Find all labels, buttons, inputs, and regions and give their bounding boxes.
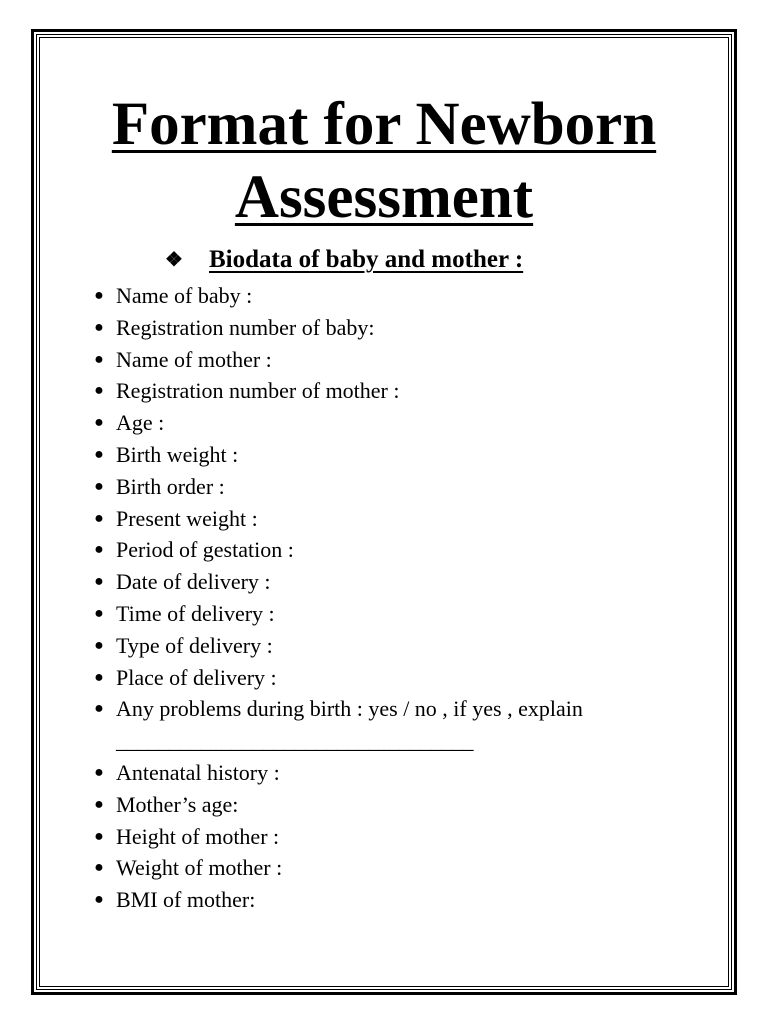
field-label: Any problems during birth : yes / no , if yes , explain — [116, 696, 583, 722]
field-label: Birth order : — [116, 473, 225, 499]
field-age — [92, 407, 722, 439]
bullet-icon: ● — [94, 763, 104, 781]
field-place-of-delivery — [92, 662, 722, 694]
bullet-icon: ● — [94, 859, 104, 877]
bullet-icon: ● — [94, 509, 104, 527]
four-diamond-bullet-icon: ❖ — [165, 249, 183, 271]
field-name-of-mother — [92, 344, 722, 376]
document-title-line-2: Assessment — [234, 164, 534, 231]
field-label: Height of mother : — [116, 823, 280, 849]
bullet-icon: ● — [94, 477, 104, 495]
field-label: Name of mother : — [116, 346, 272, 372]
field-bmi-of-mother — [92, 884, 722, 916]
bullet-icon: ● — [94, 573, 104, 591]
field-label: Place of delivery : — [116, 664, 277, 690]
bullet-icon: ● — [94, 382, 104, 400]
bullet-icon: ● — [94, 700, 104, 718]
field-label: Antenatal history : — [116, 759, 280, 785]
bullet-icon: ● — [94, 604, 104, 622]
field-label: Mother’s age: — [116, 791, 239, 817]
field-label: Period of gestation : — [116, 537, 294, 563]
bullet-icon: ● — [94, 891, 104, 909]
field-name-of-baby — [92, 280, 722, 312]
field-antenatal-history — [92, 757, 722, 789]
bullet-icon: ● — [94, 445, 104, 463]
bullet-icon: ● — [94, 795, 104, 813]
bullet-icon: ● — [94, 636, 104, 654]
field-mothers-age — [92, 789, 722, 821]
bullet-icon: ● — [94, 287, 104, 304]
bullet-icon: ● — [94, 414, 104, 432]
bullet-icon: ● — [94, 350, 104, 368]
field-present-weight — [92, 503, 722, 535]
bullet-icon: ● — [94, 541, 104, 559]
field-registration-number-of-baby — [92, 312, 722, 344]
field-birth-weight — [92, 439, 722, 471]
explain-blank-line: __________________________________ — [116, 728, 473, 754]
field-label: Registration number of mother : — [116, 378, 400, 404]
field-label: Present weight : — [116, 505, 258, 531]
field-label: Time of delivery : — [116, 600, 275, 626]
field-label: Type of delivery : — [116, 632, 273, 658]
section-heading — [165, 243, 523, 277]
field-time-of-delivery — [92, 598, 722, 630]
field-period-of-gestation — [92, 534, 722, 566]
field-label: BMI of mother: — [116, 887, 256, 913]
field-birth-order — [92, 471, 722, 503]
field-label: Weight of mother : — [116, 855, 283, 881]
section-heading-text: Biodata of baby and mother : — [209, 246, 524, 273]
field-label: Date of delivery : — [116, 569, 271, 595]
bullet-icon: ● — [94, 318, 104, 336]
field-type-of-delivery — [92, 630, 722, 662]
field-date-of-delivery — [92, 566, 722, 598]
field-registration-number-of-mother — [92, 375, 722, 407]
field-label: Name of baby : — [116, 283, 253, 308]
field-label: Registration number of baby: — [116, 314, 375, 340]
field-any-problems-during-birth — [92, 693, 722, 725]
field-weight-of-mother — [92, 852, 722, 884]
biodata-field-list — [92, 280, 722, 916]
field-height-of-mother — [92, 821, 722, 853]
field-label: Age : — [116, 410, 165, 436]
bullet-icon: ● — [94, 668, 104, 686]
document-title-line-1: Format for Newborn — [111, 91, 657, 158]
bullet-icon: ● — [94, 827, 104, 845]
field-label: Birth weight : — [116, 441, 239, 467]
